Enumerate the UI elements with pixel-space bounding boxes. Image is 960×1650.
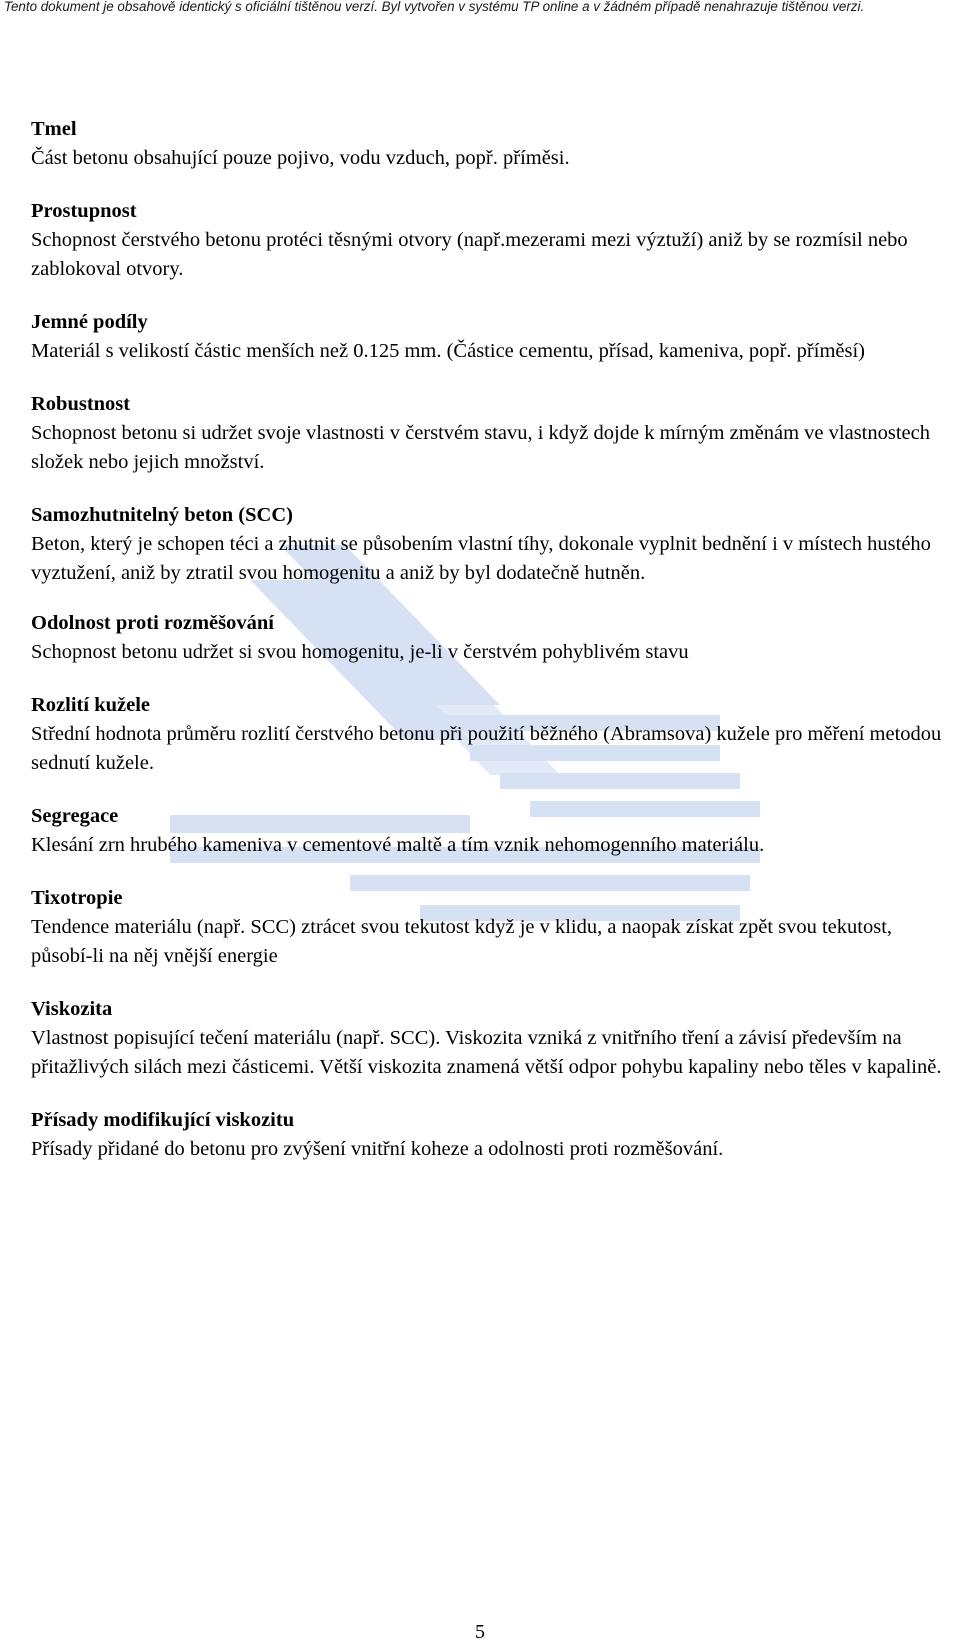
page-number: 5 [475,1621,485,1643]
term-definition: Tendence materiálu (např. SCC) ztrácet svou tekutost když je v klidu, a naopak získat zpět svou tekutost, působí-li na něj vnější energie [31,916,893,967]
term-title: Přísady modifikující viskozitu [31,1109,295,1131]
term-title: Prostupnost [31,200,137,222]
term-definition: Část betonu obsahující pouze pojivo, vodu vzduch, popř. příměsi. [31,147,570,169]
glossary-entry-prostupnost [31,197,956,284]
glossary-entry-jemne-podily [31,308,956,366]
glossary-entry-rozliti-kuzele [31,691,956,778]
glossary-entry-odolnost [31,609,956,667]
term-title: Rozlití kužele [31,694,150,716]
glossary [31,115,956,1188]
term-definition: Schopnost betonu udržet si svou homogenitu, je-li v čerstvém pohyblivém stavu [31,641,689,663]
glossary-entry-viskozita [31,995,956,1082]
glossary-entry-prisady [31,1106,956,1164]
term-title: Samozhutnitelný beton (SCC) [31,504,293,526]
term-title: Robustnost [31,393,131,415]
term-definition: Beton, který je schopen téci a zhutnit se působením vlastní tíhy, dokonale vyplnit bednění i v místech hustého vyztužení, aniž by ztratil svou homogenitu a aniž by byl dodatečně hutněn. [31,533,931,584]
term-title: Tixotropie [31,887,123,909]
term-definition: Schopnost čerstvého betonu protéci těsnými otvory (např.mezerami mezi výztuží) aniž by se rozmísil nebo zablokoval otvory. [31,229,908,280]
glossary-entry-tmel [31,115,956,173]
glossary-entry-tixotropie [31,884,956,971]
term-definition: Přísady přidané do betonu pro zvýšení vnitřní koheze a odolnosti proti rozměšování. [31,1138,724,1160]
term-title: Segregace [31,805,119,827]
term-definition: Klesání zrn hrubého kameniva v cementové maltě a tím vznik nehomogenního materiálu. [31,834,765,856]
glossary-entry-segregace [31,802,956,860]
term-title: Viskozita [31,998,113,1020]
term-definition: Střední hodnota průměru rozlití čerstvého betonu při použití běžného (Abramsova) kužele pro měření metodou sednutí kužele. [31,723,942,774]
glossary-entry-scc [31,501,956,588]
term-definition: Materiál s velikostí částic menších než 0.125 mm. (Částice cementu, přísad, kameniva, popř. příměsí) [31,340,866,362]
term-title: Jemné podíly [31,311,148,333]
header-notice: Tento dokument je obsahově identický s oficiální tištěnou verzí. Byl vytvořen v systému TP online a v žádném případě nenahrazuje tištěnou verzi. [4,0,865,14]
term-definition: Vlastnost popisující tečení materiálu (např. SCC). Viskozita vzniká z vnitřního tření a závisí především na přitažlivých silách mezi částicemi. Větší viskozita znamená větší odpor pohybu kapaliny nebo těles v kapalině. [31,1027,942,1078]
term-title: Tmel [31,118,77,140]
glossary-entry-robustnost [31,390,956,477]
term-title: Odolnost proti rozměšování [31,612,274,634]
term-definition: Schopnost betonu si udržet svoje vlastnosti v čerstvém stavu, i když dojde k mírným změnám ve vlastnostech složek nebo jejich množství. [31,422,930,473]
